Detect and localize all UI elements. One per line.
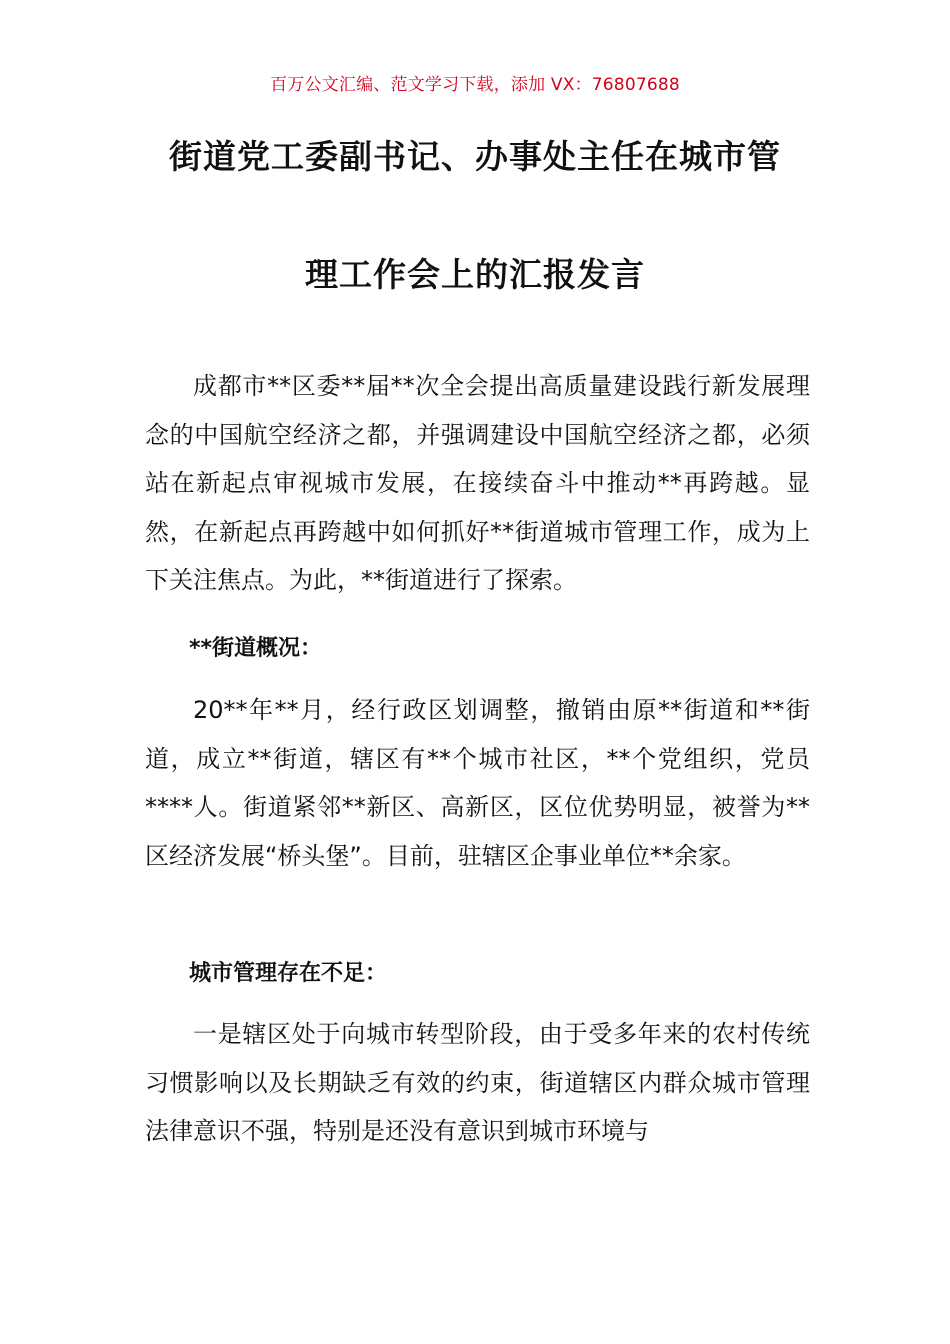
overview-paragraph: 20**年**月，经行政区划调整，撤销由原**街道和**街道，成立**街道，辖区有**个城市社区，**个党组织，党员****人。街道紧邻**新区、高新区，区位优势明显，被誉为**区经济发展“桥头堡”。目前，驻辖区企事业单位**余家。 [145, 696, 810, 870]
document-title-line-1: 街道党工委副书记、办事处主任在城市管 [169, 137, 781, 176]
shortfall-paragraph-1: 一是辖区处于向城市转型阶段，由于受多年来的农村传统习惯影响以及长期缺乏有效的约束，街道辖区内群众城市管理法律意识不强，特别是还没有意识到城市环境与 [145, 1020, 810, 1145]
shortfall-heading-block [145, 950, 810, 999]
intro-paragraph: 成都市**区委**届**次全会提出高质量建设践行新发展理念的中国航空经济之都，并强调建设中国航空经济之都，必须站在新起点审视城市发展，在接续奋斗中推动**再跨越。显然，在新起点再跨越中如何抓好**街道城市管理工作，成为上下关注焦点。为此，**街道进行了探索。 [145, 372, 810, 594]
overview-heading: **街道概况： [189, 636, 323, 661]
shortfall-heading: 城市管理存在不足： [189, 961, 388, 986]
overview-block [145, 686, 810, 880]
overview-heading-block [145, 625, 810, 674]
document-title-line-2: 理工作会上的汇报发言 [305, 255, 645, 294]
shortfall-block [145, 1010, 810, 1156]
header-watermark-note: 百万公文汇编、范文学习下载，添加 VX：76807688 [270, 75, 680, 95]
intro-block [145, 362, 810, 605]
